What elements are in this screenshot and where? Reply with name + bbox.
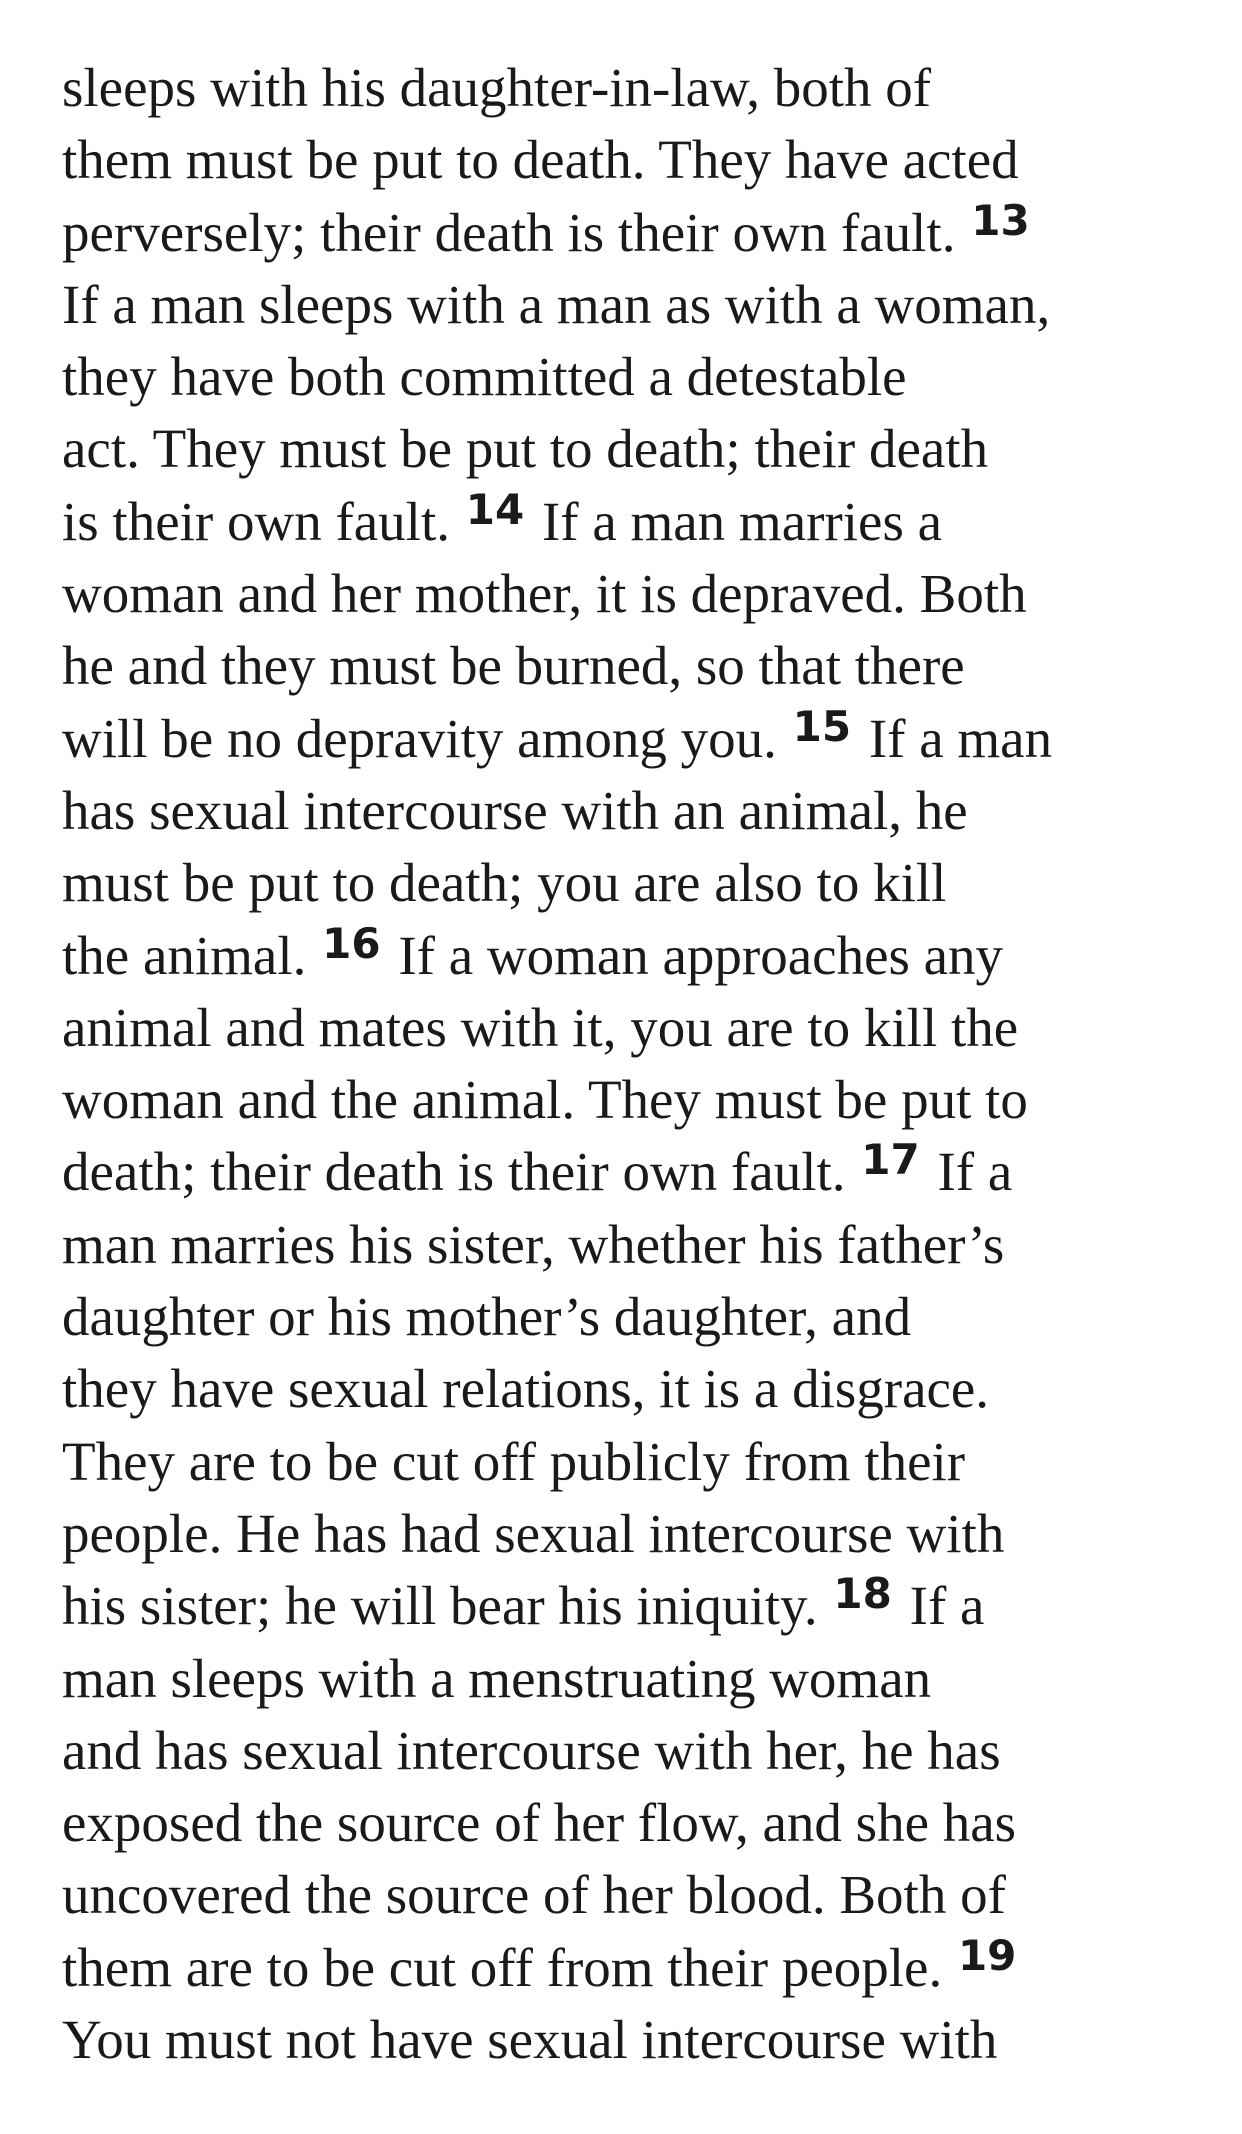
text-line	[62, 775, 1202, 847]
verse-text: man sleeps with a menstruating woman	[62, 1647, 932, 1709]
verse-number: 13	[971, 195, 1030, 245]
verse-text: If a man sleeps with a man as with a woman,	[62, 273, 1051, 335]
verse-number: 15	[792, 701, 852, 751]
verse-text: act. They must be put to death; their death	[62, 418, 989, 480]
verse-text: man marries his sister, whether his father’s	[62, 1213, 1005, 1275]
verse-text: animal and mates with it, you are to kill the	[62, 996, 1019, 1058]
verse-text: them are to be cut off from their people.	[62, 1936, 956, 1998]
text-line	[62, 197, 1202, 269]
verse-number: 19	[957, 1930, 1017, 1980]
verse-number: 14	[465, 484, 525, 534]
text-line	[62, 52, 1202, 124]
text-line	[62, 2004, 1202, 2076]
text-line	[62, 1932, 1202, 2004]
verse-text: they have sexual relations, it is a disgrace.	[62, 1358, 990, 1420]
text-line	[62, 1209, 1202, 1281]
verse-text: woman and her mother, it is depraved. Both	[62, 563, 1027, 625]
text-line	[62, 1787, 1202, 1859]
text-line	[62, 1136, 1202, 1208]
verse-text: If a man	[855, 707, 1053, 769]
text-line	[62, 1859, 1202, 1931]
text-line	[62, 847, 1202, 919]
text-line	[62, 703, 1202, 775]
text-line	[62, 1353, 1202, 1425]
text-line	[62, 124, 1202, 196]
scripture-passage	[62, 52, 1202, 2076]
verse-text: uncovered the source of her blood. Both of	[62, 1864, 1006, 1926]
verse-text: They are to be cut off publicly from their	[62, 1430, 966, 1492]
verse-text: has sexual intercourse with an animal, he	[62, 779, 968, 841]
verse-text: must be put to death; you are also to kill	[62, 852, 947, 914]
text-line	[62, 1643, 1202, 1715]
verse-text: and has sexual intercourse with her, he has	[62, 1719, 1001, 1781]
verse-text: they have both committed a detestable	[62, 346, 907, 408]
verse-text: perversely; their death is their own fault.	[62, 201, 970, 263]
verse-text: If a	[895, 1575, 985, 1637]
text-line	[62, 1715, 1202, 1787]
verse-text: is their own fault.	[62, 490, 464, 552]
text-line	[62, 1570, 1202, 1642]
verse-number: 16	[322, 918, 381, 968]
text-line	[62, 486, 1202, 558]
verse-text: people. He has had sexual intercourse with	[62, 1502, 1005, 1564]
text-line	[62, 1426, 1202, 1498]
text-line	[62, 413, 1202, 485]
text-line	[62, 1281, 1202, 1353]
text-line	[62, 341, 1202, 413]
verse-text: woman and the animal. They must be put to	[62, 1069, 1028, 1131]
verse-text: You must not have sexual intercourse with	[62, 2009, 998, 2071]
verse-text: exposed the source of her flow, and she has	[62, 1792, 1017, 1854]
verse-text: the animal.	[62, 924, 321, 986]
text-line	[62, 1498, 1202, 1570]
verse-text: If a	[923, 1141, 1013, 1203]
verse-text: them must be put to death. They have acted	[62, 129, 1019, 191]
verse-text: sleeps with his daughter-in-law, both of	[62, 57, 932, 118]
text-line	[62, 558, 1202, 630]
verse-text: daughter or his mother’s daughter, and	[62, 1286, 912, 1348]
text-line	[62, 630, 1202, 702]
verse-text: If a man marries a	[528, 490, 943, 552]
verse-text: death; their death is their own fault.	[62, 1141, 860, 1203]
verse-text: will be no depravity among you.	[62, 707, 791, 769]
verse-text: he and they must be burned, so that there	[62, 635, 965, 697]
verse-number: 17	[861, 1135, 920, 1185]
verse-text: his sister; he will bear his iniquity.	[62, 1575, 832, 1637]
text-line	[62, 992, 1202, 1064]
text-line	[62, 920, 1202, 992]
text-line	[62, 1064, 1202, 1136]
text-line	[62, 269, 1202, 341]
verse-text: If a woman approaches any	[384, 924, 1004, 986]
verse-number: 18	[833, 1569, 892, 1619]
